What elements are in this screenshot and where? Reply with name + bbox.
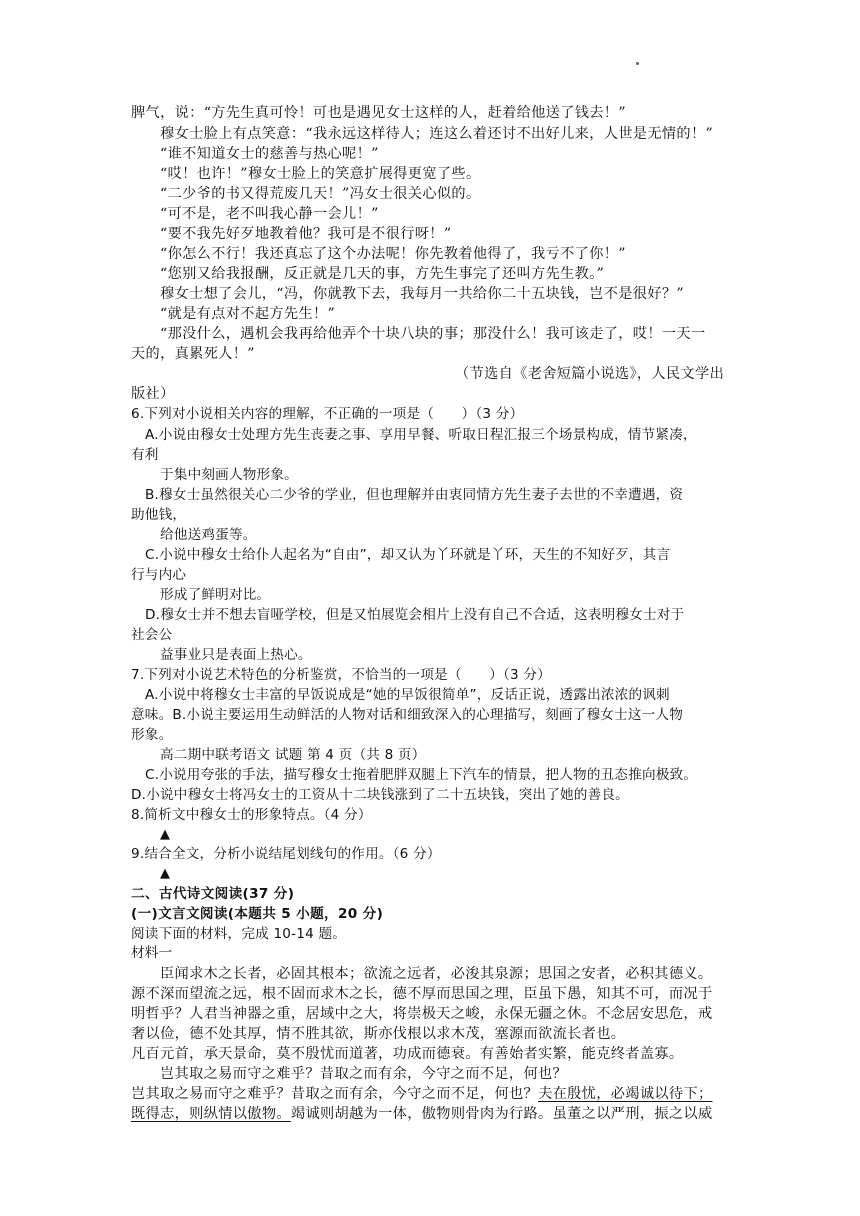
classical-line-8-text: 竭诚则胡越为一体，傲物则骨肉为行路。虽董之以严刑，振之以威 — [290, 1106, 713, 1122]
story-line-4: “哎！也许！”穆女士脸上的笑意扩展得更宽了些。 — [160, 166, 481, 182]
story-line-12: “那没什么，遇机会我再给他弄个十块八块的事；那没什么！我可该走了，哎！一天一 — [160, 326, 706, 342]
material-label: 材料一 — [131, 945, 173, 961]
story-line-11: “就是有点对不起方先生！” — [160, 306, 336, 322]
q7-option-d: D.小说中穆女士将冯女士的工资从十二块钱涨到了二十五块钱，突出了她的善良。 — [131, 787, 629, 803]
story-line-9: “您别又给我报酬，反正就是几天的事，方先生事完了还叫方先生教。” — [160, 266, 605, 282]
q6-option-a-line-3: 于集中刻画人物形象。 — [160, 467, 298, 483]
classical-line-7 — [131, 1085, 713, 1103]
q6-option-b-line-3: 给他送鸡蛋等。 — [160, 527, 257, 543]
q6-option-c-line-3: 形成了鲜明对比。 — [160, 587, 271, 603]
question-7: 7.下列对小说艺术特色的分析鉴赏，不恰当的一项是（ ）（3 分） — [131, 667, 551, 683]
subsection-heading: (一)文言文阅读(本题共 5 小题，20 分) — [131, 906, 384, 922]
underlined-sentence-part-1: 夫在殷忧，必竭诚以待下； — [538, 1086, 713, 1102]
source-line-1: （节选自《老舍短篇小说选》，人民文学出 — [455, 366, 725, 382]
story-line-6: “可不是，老不叫我心静一会儿！” — [160, 206, 379, 222]
q6-option-d-line-3: 益事业只是表面上热心。 — [160, 647, 312, 663]
answer-marker-9: ▲ — [160, 866, 171, 881]
story-line-1: 脾气，说：“方先生真可怜！可也是遇见女士这样的人，赶着给他送了钱去！” — [131, 105, 626, 121]
classical-line-7-text: 岂其取之易而守之难乎？昔取之而有余，今守之而不足，何也？ — [131, 1086, 539, 1102]
story-line-5: “二少爷的书又得荒废几天！”冯女士很关心似的。 — [160, 186, 481, 202]
page-dot — [636, 62, 639, 65]
classical-line-1: 臣闻求木之长者，必固其根本；欲流之远者，必浚其泉源；思国之安者，必积其德义。 — [160, 966, 713, 982]
story-line-8: “你怎么不行！我还真忘了这个办法呢！你先教着他得了，我亏不了你！” — [160, 246, 626, 262]
q7-option-c: C.小说用夸张的手法，描写穆女士拖着肥胖双腿上下汽车的情景，把人物的丑态推向极致。 — [145, 767, 698, 783]
underlined-sentence-part-2: 既得志，则纵情以傲物。 — [131, 1106, 291, 1122]
q6-option-a-line-1: A.小说由穆女士处理方先生丧妻之事、享用早餐、听取日程汇报三个场景构成，情节紧凑， — [145, 427, 697, 443]
q6-option-b-line-1: B.穆女士虽然很关心二少爷的学业，但也理解并由衷同情方先生妻子去世的不幸遭遇，资 — [145, 487, 684, 503]
classical-line-8 — [131, 1105, 713, 1123]
q6-option-c-line-1: C.小说中穆女士给仆人起名为“自由”，却又认为丫环就是丫环，天生的不知好歹，其言 — [145, 547, 671, 563]
story-line-7: “要不我先好歹地教着他？我可是不很行呀！” — [160, 226, 452, 242]
q7-option-a-line-1: A.小说中将穆女士丰富的早饭说成是“她的早饭很简单”，反话正说，透露出浓浓的讽刺 — [145, 687, 670, 703]
story-line-2: 穆女士脸上有点笑意：“我永远这样待人；连这么着还讨不出好儿来，人世是无情的！” — [160, 126, 714, 142]
classical-line-2: 源不深而望流之远，根不固而求木之长，德不厚而思国之理，臣虽下愚，知其不可，而况于 — [131, 986, 713, 1002]
question-9: 9.结合全文，分析小说结尾划线句的作用。（6 分） — [131, 846, 441, 862]
q7-option-b-line-2: 形象。 — [131, 727, 173, 743]
q6-option-a-line-2: 有利 — [131, 447, 159, 463]
q6-option-c-line-2: 行与内心 — [131, 567, 187, 583]
classical-line-4: 奢以俭，德不处其厚，情不胜其欲，斯亦伐根以求木茂，塞源而欲流长者也。 — [131, 1026, 626, 1042]
question-6: 6.下列对小说相关内容的理解，不正确的一项是（ ）（3 分） — [131, 406, 524, 422]
story-line-3: “谁不知道女士的慈善与热心呢！” — [160, 146, 379, 162]
classical-line-6: 岂其取之易而守之难乎？昔取之而有余，今守之而不足，何也？ — [160, 1066, 568, 1082]
q6-option-d-line-1: D.穆女士并不想去盲哑学校，但是又怕展览会相片上没有自己不合适，这表明穆女士对于 — [145, 607, 685, 623]
q6-option-d-line-2: 社会公 — [131, 627, 173, 643]
section-heading-2: 二、古代诗文阅读(37 分) — [131, 886, 295, 902]
story-line-10: 穆女士想了会儿，“冯，你就教下去，我每月一共给你二十五块钱，岂不是很好？” — [160, 286, 685, 302]
page-footer: 高二期中联考语文 试题 第 4 页（共 8 页） — [160, 747, 426, 763]
reading-instruction: 阅读下面的材料，完成 10-14 题。 — [131, 926, 347, 942]
classical-line-3: 明哲乎？人君当神器之重，居域中之大，将崇极天之峻，永保无疆之休。不念居安思危，戒 — [131, 1006, 713, 1022]
classical-line-5: 凡百元首，承天景命，莫不殷忧而道著，功成而德衰。有善始者实繁，能克终者盖寡。 — [131, 1046, 684, 1062]
source-line-2: 版社） — [131, 386, 175, 402]
q7-option-ab-line-2: 意味。B.小说主要运用生动鲜活的人物对话和细致深入的心理描写，刻画了穆女士这一人物 — [131, 707, 683, 723]
story-line-13: 天的，真累死人！” — [131, 346, 255, 362]
answer-marker-8: ▲ — [160, 827, 171, 842]
question-8: 8.简析文中穆女士的形象特点。（4 分） — [131, 807, 372, 823]
q6-option-b-line-2: 助他钱， — [131, 507, 187, 523]
